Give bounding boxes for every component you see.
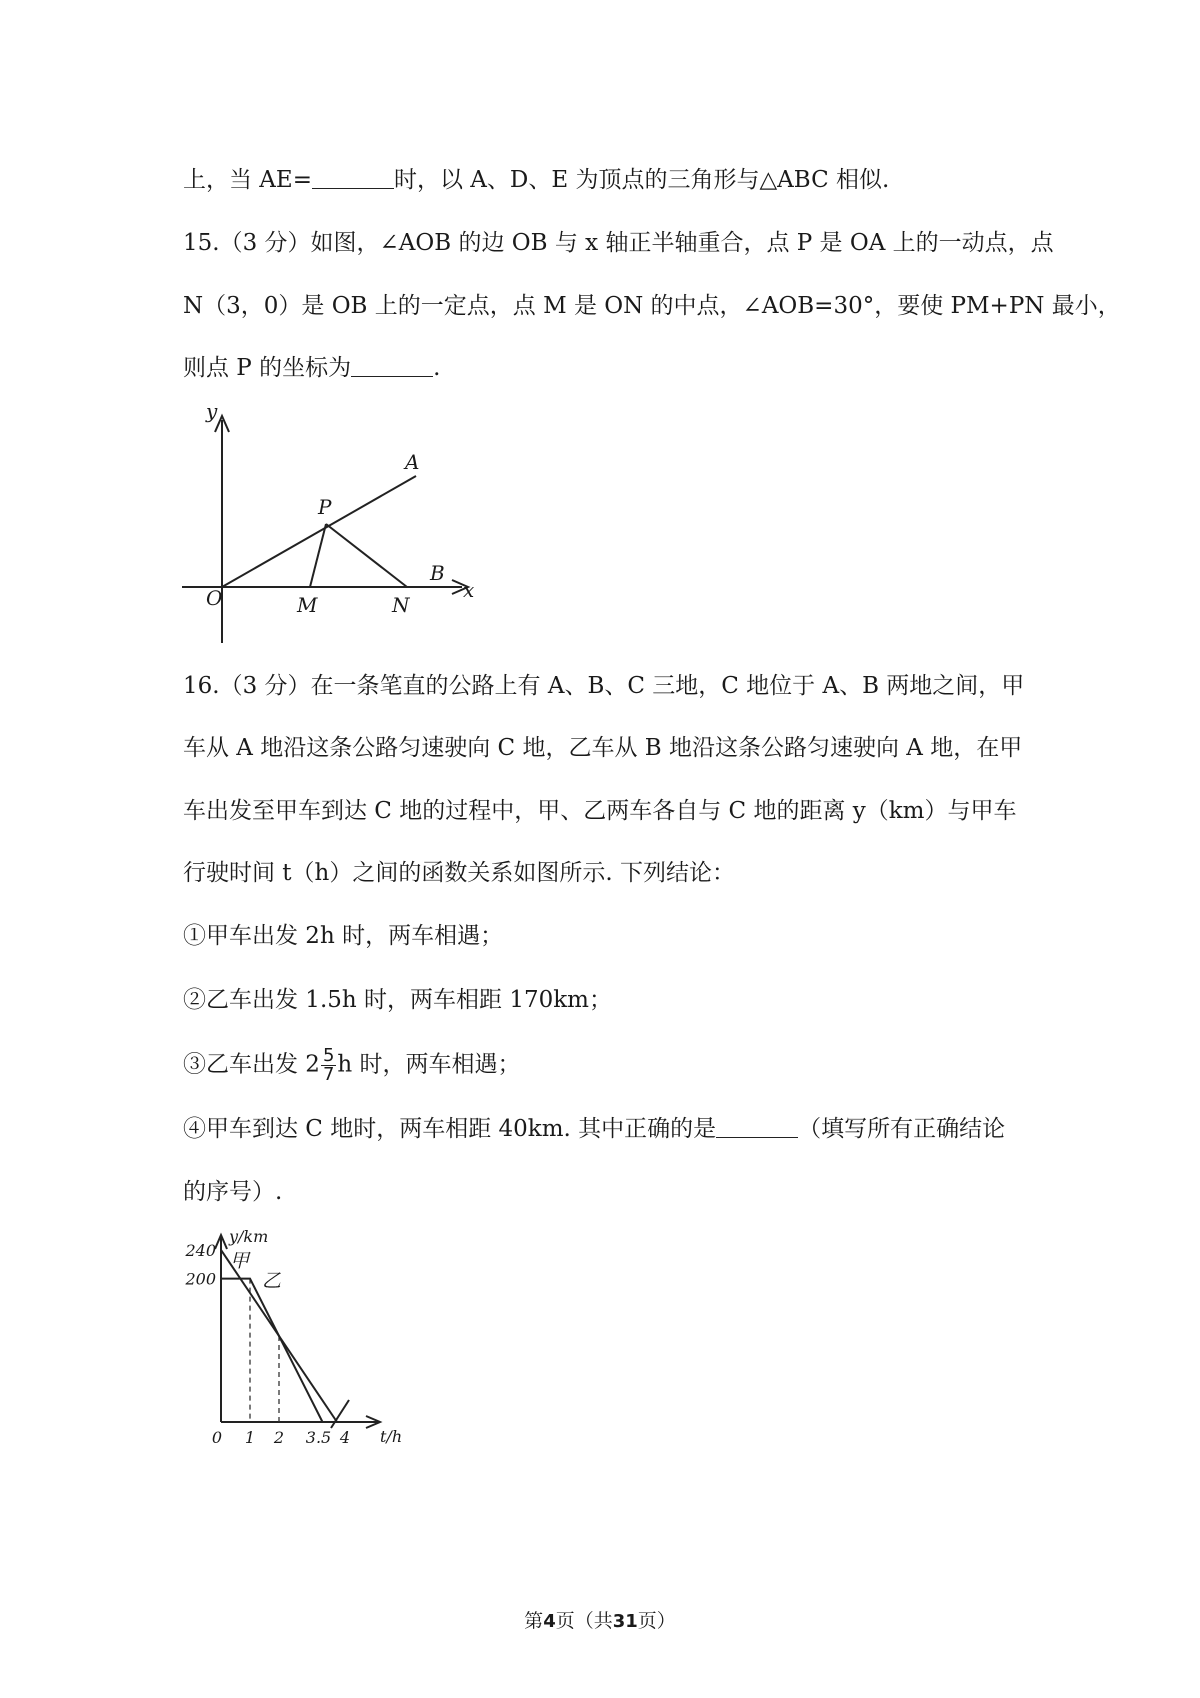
fig1-segment-pm (310, 524, 326, 587)
q16-s3-before: ③乙车出发 2 (183, 1051, 320, 1078)
q16-statement-1: ①甲车出发 2h 时，两车相遇； (183, 923, 504, 949)
q16-answer-blank (716, 1115, 798, 1138)
fig1-label-x: x (463, 578, 475, 602)
chart-x-tick-2: 2 (273, 1428, 285, 1447)
q16-s3-denominator: 7 (322, 1064, 335, 1085)
fig1-segment-pn (326, 524, 407, 587)
chart-y-tick-240: 240 (185, 1240, 216, 1260)
figure-angle-aob (0, 0, 1200, 660)
chart-xlabel: t/h (380, 1427, 403, 1446)
chart-series-line-2 (221, 1279, 323, 1422)
q16-line-2: 车从 A 地沿这条公路匀速驶向 C 地，乙车从 B 地沿这条公路匀速驶向 A 地，在甲 (183, 735, 1023, 761)
fig1-label-m: M (297, 593, 318, 617)
q16-s3-numerator: 5 (322, 1045, 335, 1066)
q16-s3-after: h 时，两车相遇； (337, 1051, 521, 1078)
q16-statement-4 (183, 1114, 1005, 1144)
q15-line-2: N（3，0）是 OB 上的一定点，点 M 是 ON 的中点，∠AOB=30°，要使 PM+PN 最小， (183, 293, 1121, 319)
fig1-label-p: P (318, 495, 332, 519)
chart-x-tick-3_5: 3.5 (305, 1428, 332, 1447)
fig1-label-n: N (392, 593, 410, 617)
chart-end-stroke (331, 1400, 349, 1428)
q16-line-3: 车出发至甲车到达 C 地的过程中，甲、乙两车各自与 C 地的距离 y（km）与甲车 (183, 798, 1017, 824)
fig1-label-b: B (430, 561, 445, 585)
q16-statement-2: ②乙车出发 1.5h 时，两车相距 170km； (183, 987, 612, 1013)
footer-page-number: 4 (543, 1611, 556, 1632)
fig1-label-y: y (206, 399, 218, 423)
chart-series-label-1: 甲 (230, 1250, 250, 1272)
q15-line-1: 15.（3 分）如图，∠AOB 的边 OB 与 x 轴正半轴重合，点 P 是 OA 上的一动点，点 (183, 230, 1054, 256)
chart-series-label-2: 乙 (262, 1270, 282, 1292)
fig1-label-a: A (405, 450, 420, 474)
chart-x-tick-0: 0 (211, 1428, 223, 1447)
chart-x-tick-1: 1 (244, 1428, 256, 1447)
q14-text-before: 上，当 AE= (183, 167, 312, 193)
q15-text-after: . (433, 355, 441, 381)
chart-y-tick-200: 200 (185, 1269, 216, 1289)
q16-s4-after: （填写所有正确结论 (798, 1116, 1006, 1142)
page-footer (0, 1606, 1200, 1633)
q16-s4-before: ④甲车到达 C 地时，两车相距 40km. 其中正确的是 (183, 1116, 717, 1142)
chart-x-tick-4: 4 (339, 1428, 351, 1447)
q16-statement-3 (183, 1047, 521, 1084)
q16-s3-fraction (321, 1047, 336, 1084)
chart-ylabel: y/km (229, 1227, 269, 1246)
q16-statement-4-cont: 的序号）. (183, 1179, 283, 1205)
q16-line-4: 行驶时间 t（h）之间的函数关系如图所示. 下列结论： (183, 860, 735, 886)
q16-line-1: 16.（3 分）在一条笔直的公路上有 A、B、C 三地，C 地位于 A、B 两地之间，甲 (183, 673, 1025, 699)
fig1-label-o: O (206, 586, 223, 610)
footer-mid: 页（共 (555, 1610, 613, 1632)
figure-distance-time-chart (180, 1225, 420, 1450)
footer-pre: 第 (524, 1610, 544, 1632)
q14-text-after: 时，以 A、D、E 为顶点的三角形与△ABC 相似. (393, 167, 890, 193)
footer-post: 页） (637, 1610, 676, 1632)
footer-total-pages: 31 (612, 1611, 638, 1632)
q15-text-before: 则点 P 的坐标为 (183, 355, 352, 381)
